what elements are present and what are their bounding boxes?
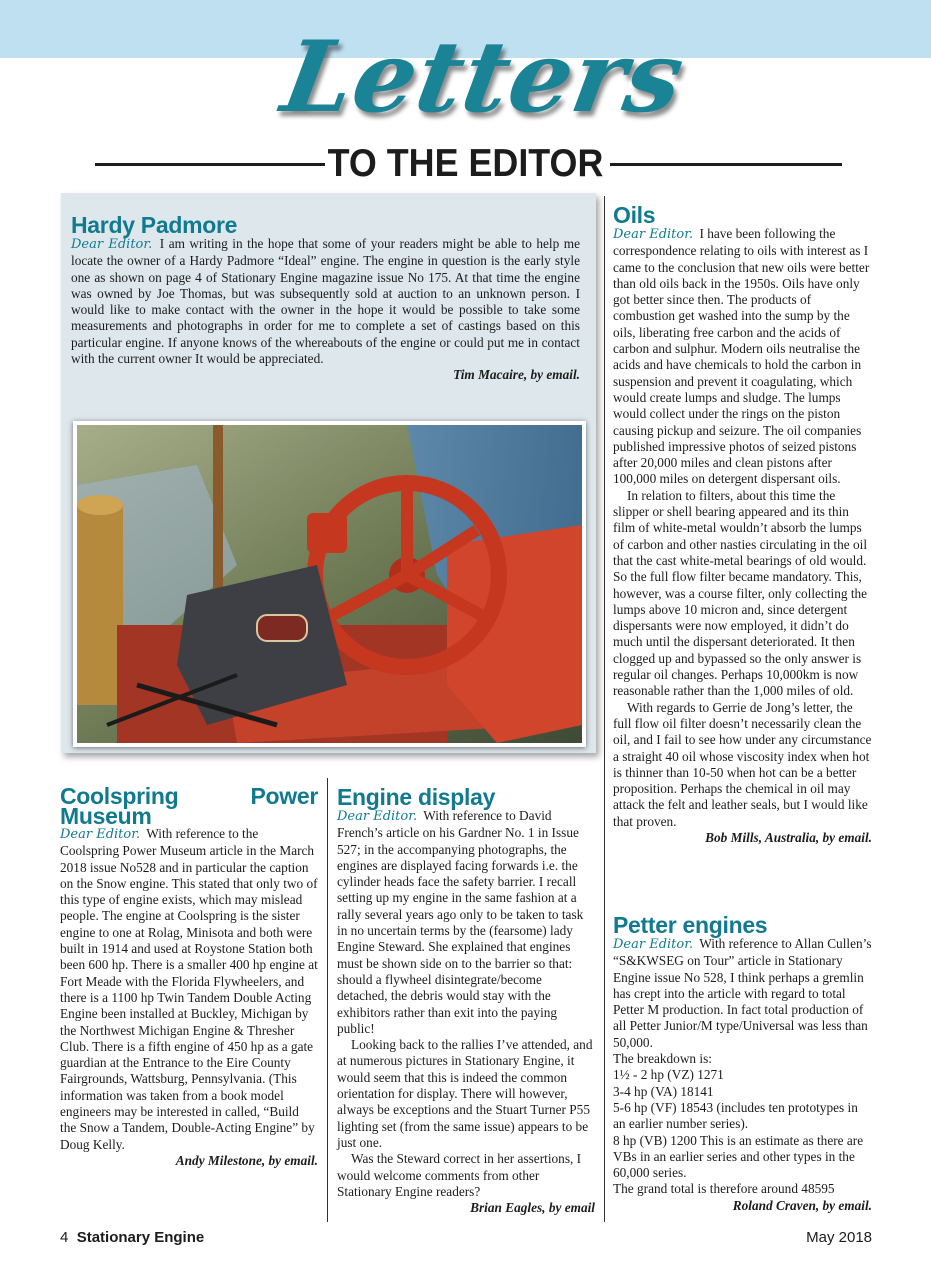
letter-coolspring	[60, 783, 318, 1169]
letter-heading: Hardy Padmore	[71, 212, 238, 238]
letter-salutation: Dear Editor.	[337, 809, 418, 824]
letter-body: In relation to filters, about this time the slipper or shell bearing appeared and its thin film of white-metal wouldn’t absorb the lumps of carbon and other nasties circulating in the oil that the cast white-metal bearings of old would. So the full flow filter became mandatory. This, however, was a course filter, only collecting the lumps above 10 micron and, since detergent dispersants were now employed, it didn’t do much until the dispersant deteriorated. It then clogged up and bypassed so the only answer is regular oil changes. Perhaps 10,000km is now reasonable rather than the 1,000 miles of old.	[613, 487, 868, 699]
letter-body: I am writing in the hope that some of your readers might be able to help me locate the owner of a Hardy Padmore “Ideal” engine. The engine in question is the early style one as shown on page 4 of Stationary Engine magazine issue No 175. At that time the engine was owned by Joe Thomas, but was subsequently sold at auction to an unknown person. I would like to make contact with the owner in the hope it would be possible to take some measurements and photographs in order for me to complete a set of castings based on this particular engine. If anyone knows of the whereabouts of the engine or could put me in contact with the current owner It would be appreciated.	[71, 236, 580, 367]
letter-salutation: Dear Editor.	[60, 827, 141, 842]
letter-salutation: Dear Editor.	[71, 237, 153, 252]
letter-petter-engines	[613, 914, 872, 1214]
letter-signature: Tim Macaire, by email.	[453, 367, 580, 383]
letter-signature: Bob Mills, Australia, by email.	[705, 829, 872, 845]
letter-oils	[613, 204, 872, 846]
hardy-padmore-engine-photo-icon	[77, 425, 582, 743]
letter-heading: Engine display	[337, 784, 496, 810]
letter-engine-display	[337, 786, 595, 1216]
letter-body: The grand total is therefore around 48595	[613, 1181, 835, 1197]
publication-name: Stationary Engine	[76, 1229, 205, 1246]
letter-body: Was the Steward correct in her assertions, I would welcome comments from other Stationary Engine readers?	[337, 1151, 582, 1199]
letter-signature: Brian Eagles, by email	[470, 1200, 595, 1216]
letter-signature: Roland Craven, by email.	[732, 1197, 872, 1213]
letter-heading: Coolspring Power Museum	[60, 783, 318, 829]
letter-signature: Andy Milestone, by email.	[175, 1152, 318, 1168]
masthead-title: Letters	[274, 20, 693, 135]
letter-hardy-padmore	[71, 214, 580, 384]
letter-body: 8 hp (VB) 1200 This is an estimate as there are VBs in an earlier series and other types in the 60,000 series.	[613, 1132, 864, 1181]
letter-body: 5-6 hp (VF) 18543 (includes ten prototypes in an earlier number series).	[613, 1099, 858, 1132]
letter-body: With reference to Allan Cullen’s “S&KWSEG on Tour” article in Stationary Engine issue No 528, I think perhaps a gremlin has crept into the article with regard to total Petter M production. In fact total production of all Petter Junior/M type/Universal was less than 50,000.	[613, 936, 872, 1050]
letter-body: With reference to the Coolspring Power Museum article in the March 2018 issue No528 and in particular the caption on the Snow engine. This stated that only two of this type of engine exists, which may mislead people. The engine at Coolspring is the sister engine to one at Rolag, Minisota and both were built in 1914 and used at Roystone Station both been 600 hp. There is a smaller 400 hp engine at Fort Meade with the Florida Flywheelers, and there is a 1100 hp Twin Tandem Double Acting Engine been installed at Buckley, Michigan by the Northwest Michigan Engine & Thresher Club. There is a fifth engine of 450 hp as a gate guardian at the Entrance to the Eire County Fairgrounds, Wattsburg, Pennsylvania. (This information was taken from a book model engineers may be interested in called, “Build the Snow a Tandem, Double-Acting Engine” by Doug Kelly.	[60, 826, 318, 1152]
letter-heading: Petter engines	[613, 912, 768, 938]
letter-body: 1½ - 2 hp (VZ) 1271	[613, 1067, 724, 1083]
column-divider	[604, 196, 605, 1222]
letter-salutation: Dear Editor.	[613, 937, 694, 952]
letter-body: With reference to David French’s article on his Gardner No. 1 in Issue 527; in the accompanying photographs, the engines are displayed facing forwards i.e. the cylinder heads face the safety barrier. I recall setting up my engine in the same fashion at a rally several years ago only to be taken to task in no uncertain terms by the (fearsome) lady Engine Steward. She explained that engines must be shown side on to the barrier so that: should a flywheel disintegrate/become detached, the debris would stay with the exhibitors rather than exit into the paying public!	[337, 808, 584, 1036]
page-number: 4	[60, 1229, 69, 1246]
letter-heading: Oils	[613, 202, 656, 228]
letter-body: 3-4 hp (VA) 18141	[613, 1083, 714, 1099]
letter-body: With regards to Gerrie de Jong’s letter, the full flow oil filter doesn’t necessarily clean the oil, and I fail to see how under any circumstance a straight 40 oil whose viscosity index when hot is thinner than 10-50 when hot can be a better proposition. Perhaps the chemical in oil may attack the felt and leather seals, but I would like that proven.	[613, 699, 872, 829]
column-divider	[327, 778, 328, 1222]
letter-body: Looking back to the rallies I’ve attended, and at numerous pictures in Stationary Engine, it would seem that this is indeed the common orientation for display. There will however, always be exceptions and the Stuart Turner P55 lighting set (from the same issue) appears to be just one.	[337, 1037, 593, 1150]
letter-body: I have been following the correspondence relating to oils with interest as I came to the conclusion that new oils were better than old oils back in the 1950s. Oils have only got better since then. The products of combustion get washed into the sump by the oils, liberating free carbon and the acids of carbon and sulphur. Modern oils neutralise the acids and have chemicals to hold the carbon in suspension and prevent it coagulating, which would create lumps and sludge. The lumps would collect under the rings on the piston causing pickup and seizure. The oil companies published impressive photos of seized pistons after 20,000 miles and clean pistons after 100,000 miles on detergent dispersant oils.	[613, 226, 870, 487]
letter-salutation: Dear Editor.	[613, 227, 694, 242]
masthead-subtitle: TO THE EDITOR	[327, 142, 604, 185]
letter-body: The breakdown is:	[613, 1051, 712, 1067]
issue-date: May 2018	[806, 1229, 872, 1246]
page-footer-left	[60, 1229, 204, 1246]
engine-photo	[73, 421, 586, 747]
